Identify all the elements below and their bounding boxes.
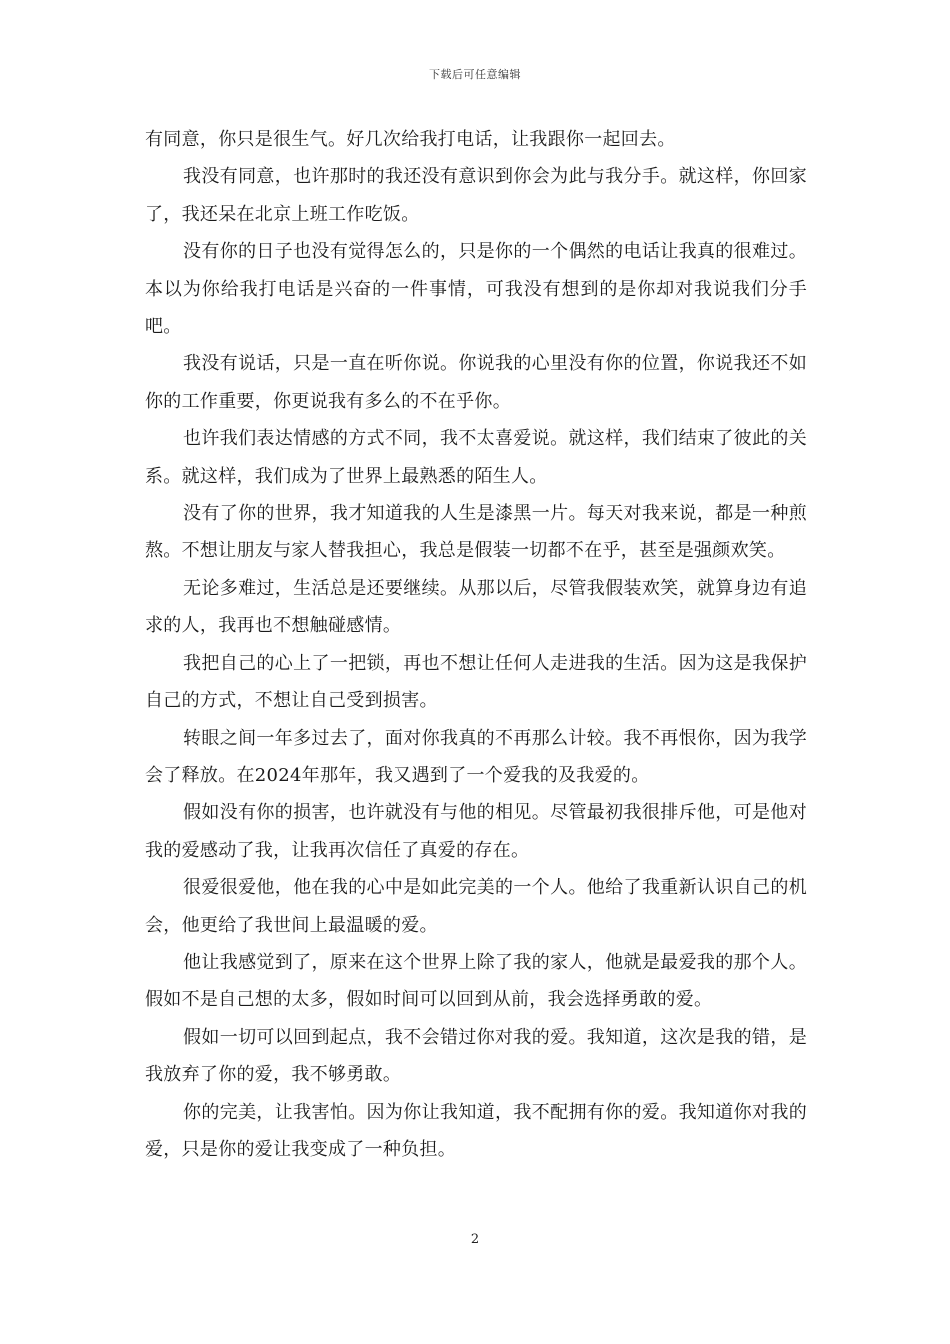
document-body bbox=[145, 121, 807, 1168]
page-header: 下载后可任意编辑 bbox=[429, 68, 521, 81]
paragraph: 很爱很爱他，他在我的心中是如此完美的一个人。他给了我重新认识自己的机会，他更给了我世间上最温暖的爱。 bbox=[145, 877, 807, 936]
paragraph: 有同意，你只是很生气。好几次给我打电话，让我跟你一起回去。 bbox=[145, 129, 676, 150]
paragraph: 也许我们表达情感的方式不同，我不太喜爱说。就这样，我们结束了彼此的关系。就这样，我们成为了世界上最熟悉的陌生人。 bbox=[145, 428, 807, 487]
paragraph: 没有了你的世界，我才知道我的人生是漆黑一片。每天对我来说，都是一种煎熬。不想让朋友与家人替我担心，我总是假装一切都不在乎，甚至是强颜欢笑。 bbox=[145, 503, 807, 562]
paragraph: 转眼之间一年多过去了，面对你我真的不再那么计较。我不再恨你，因为我学会了释放。在2024年那年，我又遇到了一个爱我的及我爱的。 bbox=[145, 727, 807, 786]
paragraph: 我没有说话，只是一直在听你说。你说我的心里没有你的位置，你说我还不如你的工作重要，你更说我有多么的不在乎你。 bbox=[145, 353, 807, 412]
paragraph: 没有你的日子也没有觉得怎么的，只是你的一个偶然的电话让我真的很难过。本以为你给我打电话是兴奋的一件事情，可我没有想到的是你却对我说我们分手吧。 bbox=[145, 241, 807, 338]
page-number: 2 bbox=[470, 1232, 480, 1247]
paragraph: 我没有同意，也许那时的我还没有意识到你会为此与我分手。就这样，你回家了，我还呆在北京上班工作吃饭。 bbox=[145, 166, 807, 225]
paragraph: 我把自己的心上了一把锁，再也不想让任何人走进我的生活。因为这是我保护自己的方式，不想让自己受到损害。 bbox=[145, 652, 807, 712]
paragraph: 假如没有你的损害，也许就没有与他的相见。尽管最初我很排斥他，可是他对我的爱感动了我，让我再次信任了真爱的存在。 bbox=[145, 802, 807, 861]
paragraph: 假如一切可以回到起点，我不会错过你对我的爱。我知道，这次是我的错，是我放弃了你的爱，我不够勇敢。 bbox=[145, 1026, 807, 1086]
paragraph: 他让我感觉到了，原来在这个世界上除了我的家人，他就是最爱我的那个人。假如不是自己想的太多，假如时间可以回到从前，我会选择勇敢的爱。 bbox=[145, 951, 807, 1011]
paragraph: 无论多难过，生活总是还要继续。从那以后，尽管我假装欢笑，就算身边有追求的人，我再也不想触碰感情。 bbox=[145, 577, 807, 637]
paragraph: 你的完美，让我害怕。因为你让我知道，我不配拥有你的爱。我知道你对我的爱，只是你的爱让我变成了一种负担。 bbox=[145, 1101, 807, 1160]
